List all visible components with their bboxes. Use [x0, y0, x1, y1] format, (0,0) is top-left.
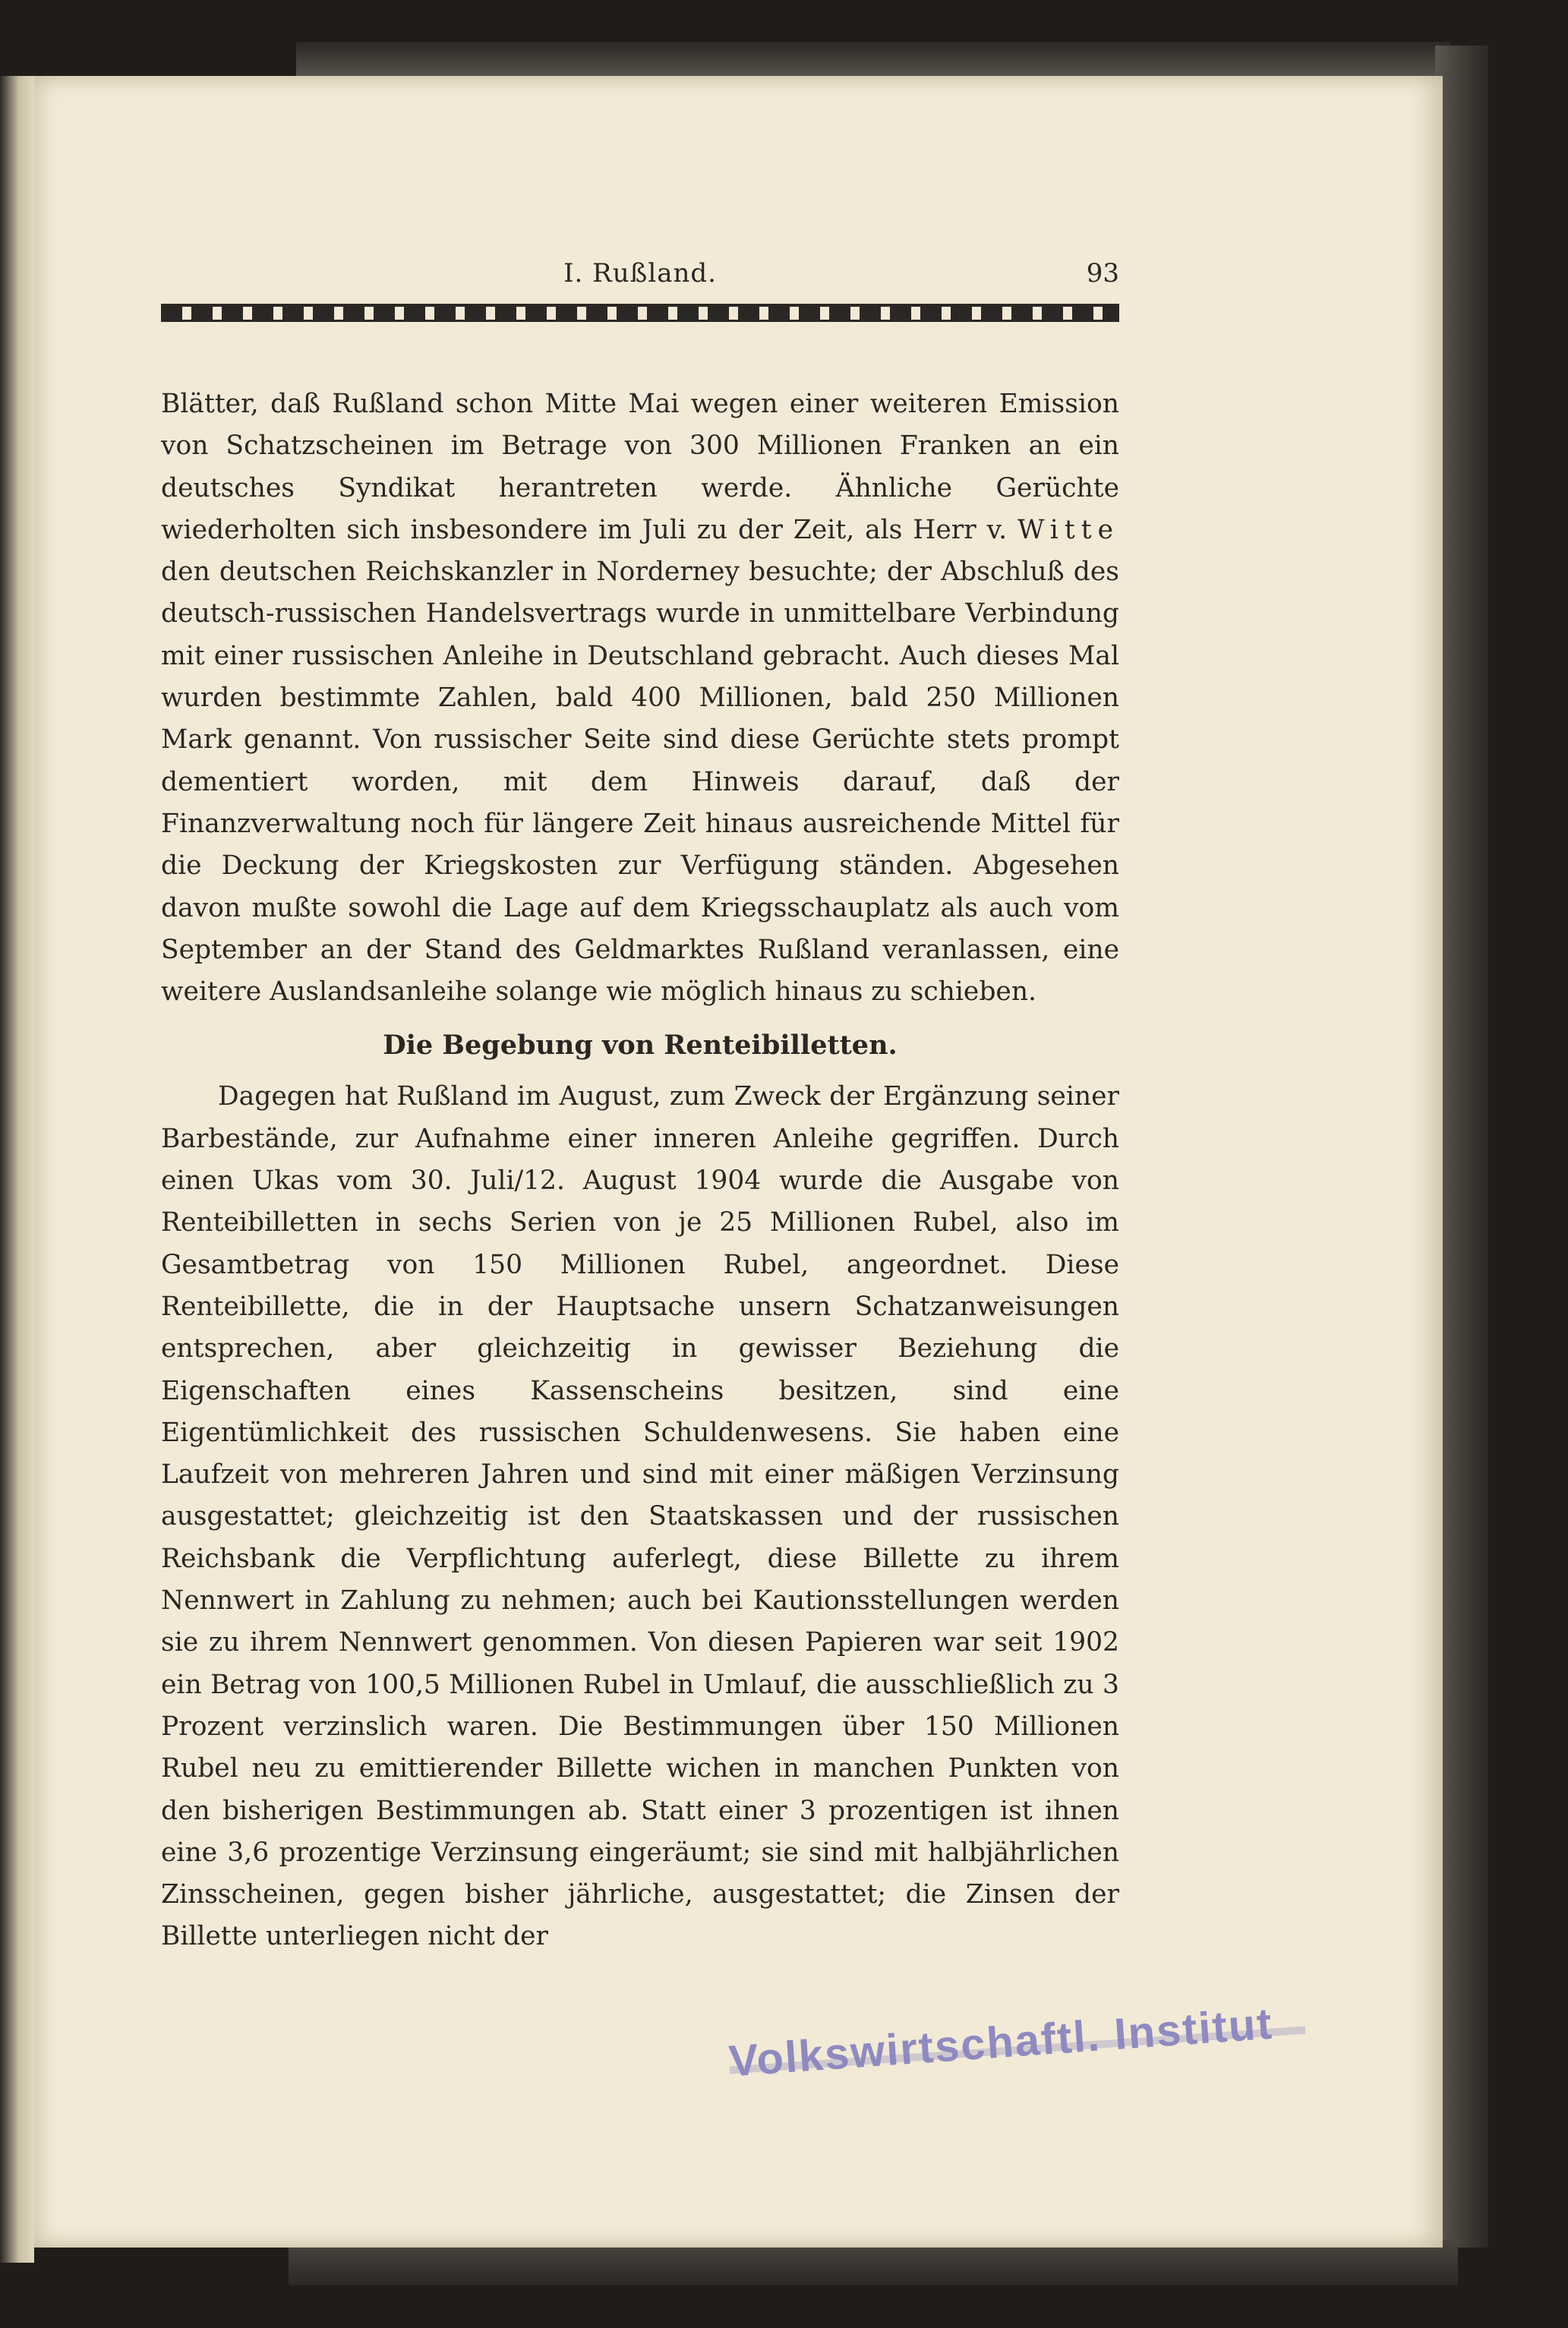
body-text — [161, 383, 1119, 1958]
person-name: Witte — [1017, 514, 1119, 545]
section-heading: Die Begebung von Renteibilletten. — [383, 1030, 898, 1061]
stamp-text: Volkswirtschaftl. Institut — [727, 1998, 1275, 2087]
paragraph-text: Blätter, daß Rußland schon Mitte Mai wegen einer weiteren Emission von Schatzscheinen im Betrage von 300 Millionen Franken an ein deutsches Syndikat herantreten werde. Ähnliche Gerüchte wiederholten sich insbesondere im Juli zu der Zeit, als Herr v. — [161, 389, 1119, 545]
paragraph-text: den deutschen Reichskanzler in Norderney besuchte; der Abschluß des deutsch-russischen Handelsvertrags wurde in unmittelbare Verbindung mit einer russischen Anleihe in Deutschland gebracht. Auch dieses Mal wurden bestimmte Zahlen, bald 400 Millionen, bald 250 Millionen Mark genannt. Von russischer Seite sind diese Gerüchte stets prompt dementiert worden, mit dem Hinweis darauf, daß der Finanzverwaltung noch für längere Zeit hinaus ausreichende Mittel für die Deckung der Kriegskosten zur Verfügung ständen. Abgesehen davon mußte sowohl die Lage auf dem Kriegsschauplatz als auch vom September an der Stand des Geldmarktes Rußland veranlassen, eine weitere Auslandsanleihe solange wie möglich hinaus zu schieben. — [161, 557, 1119, 1008]
chapter-title: I. Rußland. — [563, 258, 717, 289]
book-cover-top — [296, 42, 1450, 80]
paragraph — [161, 383, 1119, 1013]
book-left-edge — [0, 76, 34, 2263]
page-number: 93 — [1086, 258, 1119, 289]
running-header — [161, 258, 1119, 296]
book-cover-right — [1435, 46, 1488, 2248]
header-ornament-rule — [161, 304, 1119, 322]
paragraph: Dagegen hat Rußland im August, zum Zweck der Ergänzung seiner Barbestände, zur Aufnahme einer inneren Anleihe gegriffen. Durch einen Ukas vom 30. Juli/12. August 1904 wurde die Ausgabe von Renteibilletten in sechs Serien von je 25 Millionen Rubel, also im Gesamtbetrag von 150 Millionen Rubel, angeordnet. Diese Renteibillette, die in der Hauptsache unsern Schatzanweisungen entsprechen, aber gleichzeitig in gewisser Beziehung die Eigenschaften eines Kassenscheins besitzen, sind eine Eigentümlichkeit des russischen Schuldenwesens. Sie haben eine Laufzeit von mehreren Jahren und sind mit einer mäßigen Verzinsung ausgestattet; gleichzeitig ist den Staatskassen und der russischen Reichsbank die Verpflichtung auferlegt, diese Billette zu ihrem Nennwert in Zahlung zu nehmen; auch bei Kautionsstellungen werden sie zu ihrem Nennwert genommen. Von diesen Papieren war seit 1902 ein Betrag von 100,5 Millionen Rubel in Umlauf, die ausschließlich zu 3 Prozent verzinslich waren. Die Bestimmungen über 150 Millionen Rubel neu zu emittierender Billette wichen in manchen Punkten von den bisherigen Bestimmungen ab. Statt einer 3 prozentigen ist ihnen eine 3,6 prozentige Verzinsung eingeräumt; sie sind mit halbjährlichen Zinsscheinen, gegen bisher jährliche, ausgestattet; die Zinsen der Billette unterliegen nicht der — [161, 1081, 1119, 1952]
